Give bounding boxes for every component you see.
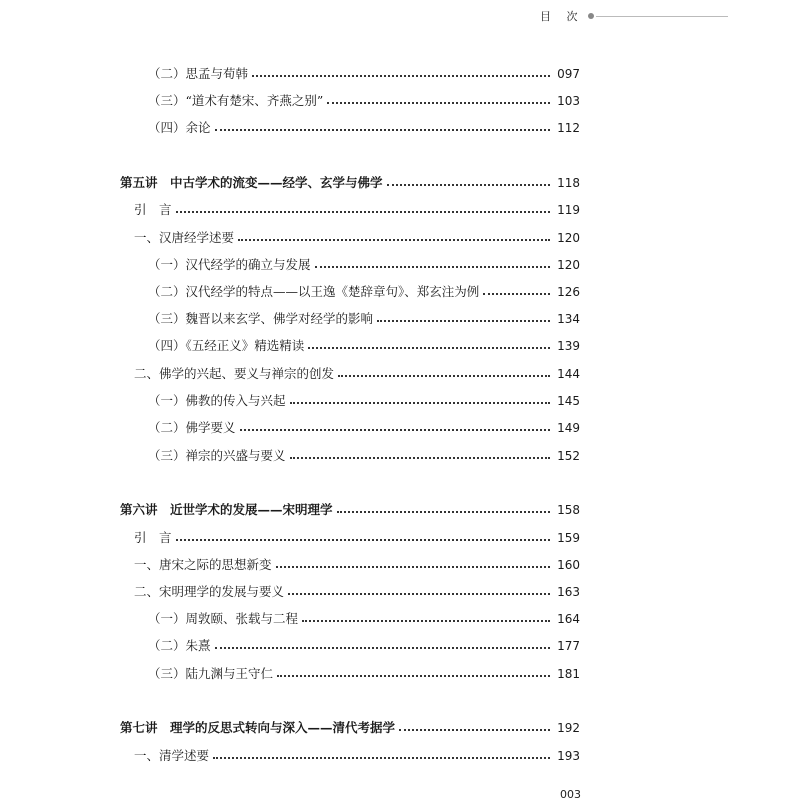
toc-entry-page: 120 <box>557 258 580 272</box>
toc-entry-page: 145 <box>557 394 580 408</box>
toc-entry-title: 二、宋明理学的发展与要义 <box>134 584 285 599</box>
toc-entry <box>134 527 580 549</box>
toc-leader <box>302 620 550 622</box>
toc-leader <box>399 729 550 731</box>
toc-entry <box>134 363 580 385</box>
toc-entry <box>148 608 580 630</box>
toc-leader <box>290 457 550 459</box>
toc-leader <box>315 266 550 268</box>
toc-entry-title: （一）汉代经学的确立与发展 <box>148 257 311 272</box>
toc-entry-title: （一）周敦颐、张载与二程 <box>148 611 299 626</box>
toc-leader <box>240 429 550 431</box>
toc-entry-page: 134 <box>557 312 580 326</box>
page-number: 003 <box>560 788 581 801</box>
toc-entry-title: （三）陆九渊与王守仁 <box>148 666 274 681</box>
toc-leader <box>176 539 550 541</box>
toc-leader <box>215 129 550 131</box>
toc-entry-page: 163 <box>557 585 580 599</box>
toc-entry <box>134 581 580 603</box>
toc-entry-title: 二、佛学的兴起、要义与禅宗的创发 <box>134 366 335 381</box>
toc-leader <box>215 647 550 649</box>
toc-entry-title: （二）思孟与荀韩 <box>148 66 249 81</box>
toc-entry <box>148 281 580 303</box>
toc-entry-title: 一、清学述要 <box>134 748 210 763</box>
toc-entry <box>148 417 580 439</box>
toc-entry <box>148 308 580 330</box>
toc-leader <box>327 102 550 104</box>
toc-leader <box>276 566 550 568</box>
toc-entry <box>134 227 580 249</box>
toc-entry-title: （四）《五经正义》精选精读 <box>148 338 305 353</box>
toc-entry <box>148 663 580 685</box>
toc-entry-page: 160 <box>557 558 580 572</box>
toc-entry-page: 112 <box>557 121 580 135</box>
toc-entry <box>148 117 580 139</box>
toc-entry <box>148 335 580 357</box>
toc-chapter <box>120 717 580 739</box>
toc-entry-page: 158 <box>557 503 580 517</box>
toc-entry-page: 118 <box>557 176 580 190</box>
toc-entry-page: 193 <box>557 749 580 763</box>
toc-leader <box>277 675 550 677</box>
toc-entry <box>148 254 580 276</box>
toc-entry-page: 149 <box>557 421 580 435</box>
toc-entry <box>148 635 580 657</box>
toc-entry <box>148 390 580 412</box>
toc-entry <box>134 199 580 221</box>
toc-entry-page: 152 <box>557 449 580 463</box>
toc-chapter-title: 第七讲 理学的反思式转向与深入——清代考据学 <box>120 720 396 735</box>
toc-entry-page: 177 <box>557 639 580 653</box>
toc-chapter-title: 第六讲 近世学术的发展——宋明理学 <box>120 502 333 517</box>
toc-leader <box>387 184 550 186</box>
toc-entry-page: 126 <box>557 285 580 299</box>
toc-leader <box>377 320 550 322</box>
toc-entry-page: 181 <box>557 667 580 681</box>
toc-entry-title: 引 言 <box>134 202 172 217</box>
toc-leader <box>337 511 550 513</box>
toc-entry-title: （二）佛学要义 <box>148 420 236 435</box>
toc-chapter-title: 第五讲 中古学术的流变——经学、玄学与佛学 <box>120 175 383 190</box>
toc-leader <box>288 593 550 595</box>
toc-leader <box>308 347 550 349</box>
toc-entry-page: 097 <box>557 67 580 81</box>
toc-entry-page: 120 <box>557 231 580 245</box>
toc-leader <box>252 75 550 77</box>
toc-entry-title: （三）“道术有楚宋、齐燕之别” <box>148 93 324 108</box>
toc-entry-page: 144 <box>557 367 580 381</box>
toc-entry <box>148 445 580 467</box>
toc-leader <box>176 211 550 213</box>
toc-entry-page: 139 <box>557 339 580 353</box>
toc-entry-page: 119 <box>557 203 580 217</box>
toc-entry-page: 103 <box>557 94 580 108</box>
toc-entry-title: 引 言 <box>134 530 172 545</box>
toc-entry <box>134 554 580 576</box>
toc-entry-title: 一、汉唐经学述要 <box>134 230 235 245</box>
toc-leader <box>338 375 550 377</box>
toc-chapter <box>120 499 580 521</box>
toc-entry-title: （二）朱熹 <box>148 638 211 653</box>
toc-entry <box>148 63 580 85</box>
toc-entry-page: 192 <box>557 721 580 735</box>
toc-entry <box>148 90 580 112</box>
toc-entry <box>134 745 580 767</box>
toc-entry-title: （四）余论 <box>148 120 211 135</box>
toc-entry-page: 164 <box>557 612 580 626</box>
toc-entry-title: （三）禅宗的兴盛与要义 <box>148 448 286 463</box>
toc-chapter <box>120 172 580 194</box>
toc-leader <box>290 402 550 404</box>
toc-leader <box>238 239 550 241</box>
toc-entry-page: 159 <box>557 531 580 545</box>
toc-entry-title: （三）魏晋以来玄学、佛学对经学的影响 <box>148 311 374 326</box>
toc-entry-title: （二）汉代经学的特点——以王逸《楚辞章句》、郑玄注为例 <box>148 284 480 299</box>
toc-entry-title: 一、唐宋之际的思想新变 <box>134 557 272 572</box>
toc-leader <box>213 757 550 759</box>
toc-leader <box>483 293 550 295</box>
toc-entry-title: （一）佛教的传入与兴起 <box>148 393 286 408</box>
header-title: 目 次 <box>540 10 584 23</box>
